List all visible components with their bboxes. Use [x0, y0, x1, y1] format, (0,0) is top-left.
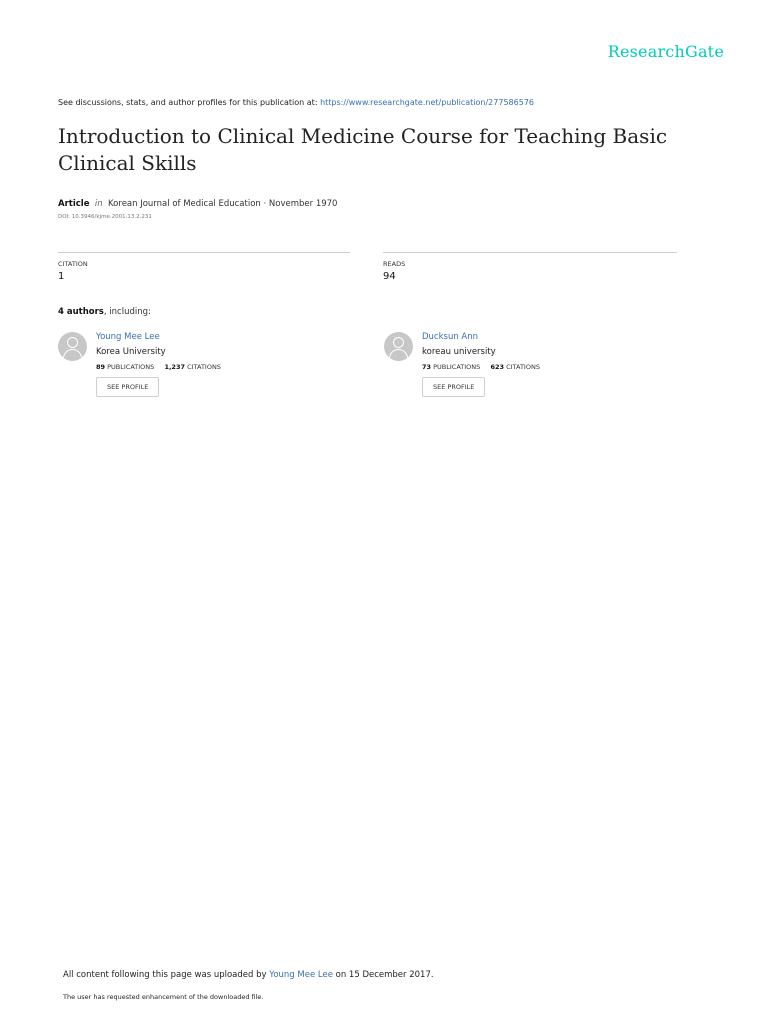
upload-suffix: on 15 December 2017.	[335, 970, 434, 980]
uploader-link[interactable]: Young Mee Lee	[269, 970, 333, 980]
author-affiliation: koreau university	[422, 347, 496, 357]
author-affiliation: Korea University	[96, 347, 166, 357]
discussion-text: See discussions, stats, and author profiles for this publication at:	[58, 98, 318, 107]
citations-label: CITATIONS	[506, 363, 540, 371]
journal-date: Korean Journal of Medical Education · November 1970	[108, 199, 338, 209]
citations-label: CITATIONS	[187, 363, 221, 371]
publication-url-link[interactable]: https://www.researchgate.net/publication/277586576	[320, 98, 534, 107]
authors-heading	[58, 307, 151, 317]
authors-count: 4 authors	[58, 307, 104, 317]
avatar[interactable]	[384, 332, 413, 361]
avatar[interactable]	[58, 332, 87, 361]
discussion-line	[58, 98, 534, 107]
citation-stat	[58, 252, 350, 282]
upload-note	[63, 970, 434, 980]
see-profile-button[interactable]: SEE PROFILE	[422, 377, 485, 397]
publication-meta	[58, 199, 337, 209]
authors-suffix: , including:	[103, 307, 151, 317]
author-name-link[interactable]: Ducksun Ann	[422, 332, 479, 342]
publication-title: Introduction to Clinical Medicine Course for Teaching Basic Clinical Skills	[58, 124, 668, 175]
author-stats	[422, 363, 540, 371]
see-profile-button[interactable]: SEE PROFILE	[96, 377, 159, 397]
in-word: in	[94, 199, 103, 209]
reads-value: 94	[383, 271, 396, 282]
avatar-body-icon	[63, 349, 82, 361]
citations-count: 623	[490, 363, 505, 371]
author-stats	[96, 363, 221, 371]
publications-count: 73	[422, 363, 432, 371]
researchgate-logo[interactable]: ResearchGate	[607, 42, 724, 61]
avatar-head-icon	[393, 337, 404, 348]
citation-value: 1	[58, 271, 65, 282]
publications-count: 89	[96, 363, 106, 371]
publications-label: PUBLICATIONS	[433, 363, 481, 371]
article-type: Article	[58, 199, 90, 209]
author-name-link[interactable]: Young Mee Lee	[96, 332, 160, 342]
upload-prefix: All content following this page was uploaded by	[63, 970, 267, 980]
publications-label: PUBLICATIONS	[107, 363, 155, 371]
citations-count: 1,237	[164, 363, 185, 371]
enhancement-note: The user has requested enhancement of the downloaded file.	[63, 993, 264, 1001]
reads-label: READS	[383, 260, 406, 268]
author-info	[96, 332, 221, 397]
author-info	[422, 332, 540, 397]
reads-stat	[383, 252, 677, 282]
doi: DOI: 10.3946/kjme.2001.13.2.231	[58, 214, 152, 220]
avatar-head-icon	[67, 337, 78, 348]
citation-label: CITATION	[58, 260, 88, 268]
avatar-body-icon	[389, 349, 408, 361]
